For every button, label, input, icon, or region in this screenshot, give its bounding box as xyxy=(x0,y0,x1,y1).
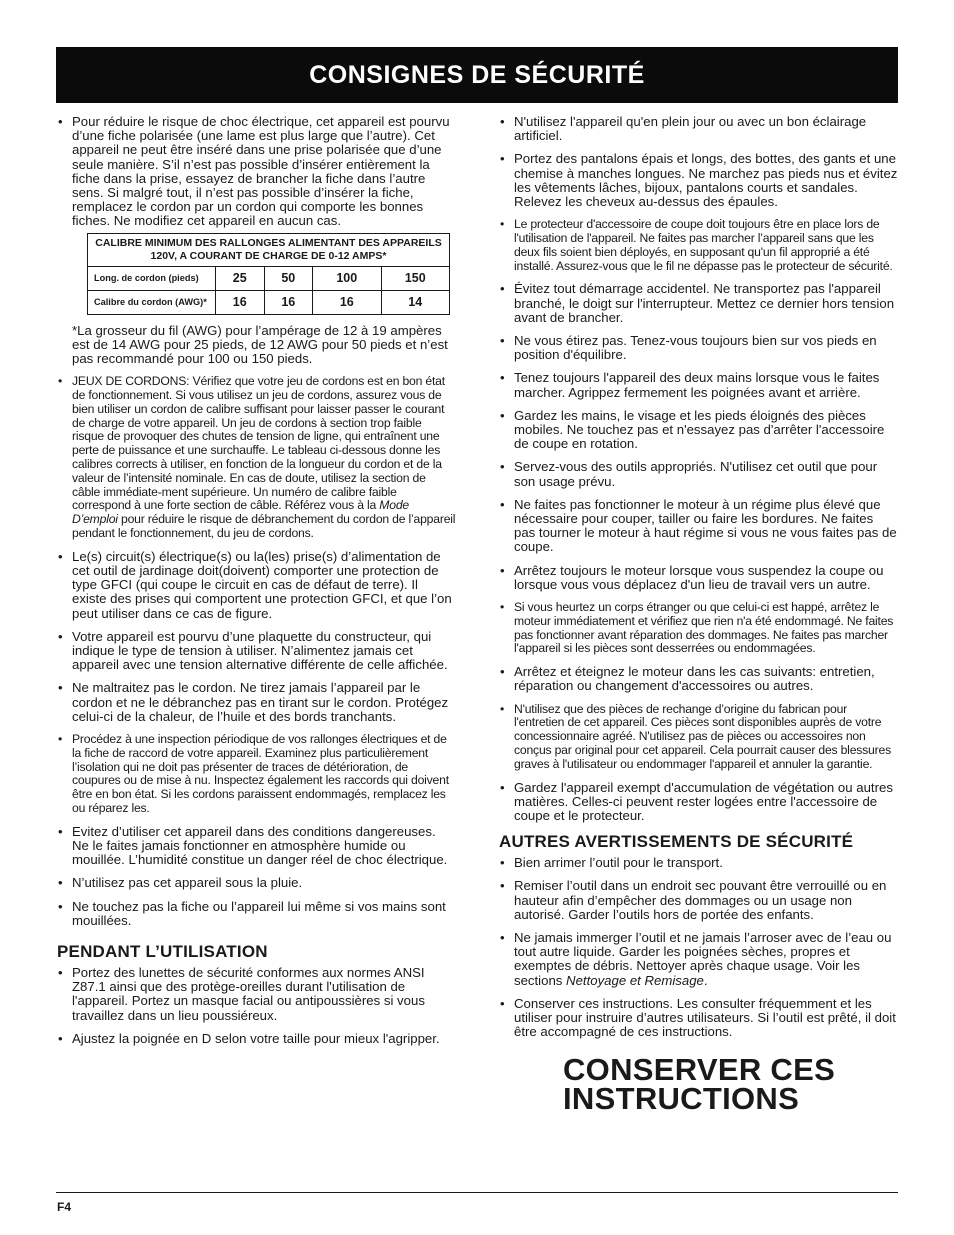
list-item xyxy=(499,498,898,555)
table-cell: 16 xyxy=(216,290,265,314)
footer-divider xyxy=(56,1192,898,1193)
bullet-text: Evitez d’utiliser cet appareil dans des conditions dangereuses. Ne le faites jamais fonctionner en atmosphère humide ou mouillée. L’humidité constitue un danger réel de choc électrique. xyxy=(72,823,448,868)
list-item xyxy=(499,282,898,325)
list-item xyxy=(57,1032,456,1046)
conserve-line: INSTRUCTIONS xyxy=(563,1081,800,1117)
bullet-text: Conserver ces instructions. Les consulter fréquemment et les utiliser pour instruire d’autres utilisateurs. Si l’outil est prêté, il doit être accompagné de ces instructions. xyxy=(514,995,896,1040)
list-item xyxy=(499,781,898,824)
cord-table xyxy=(87,233,450,315)
bullet-text: Gardez les mains, le visage et les pieds éloignés des pièces mobiles. Ne touchez pas et n'essayez pas d'arrêter l'accessoire de coupe en rotation. xyxy=(514,407,885,452)
bullet-text: Portez des pantalons épais et longs, des bottes, des gants et une chemise à manches longues. Ne marchez pas pieds nus et évitez les vêtements lâches, bijoux, pantalons courts et sandales. Relevez les cheveux au-dessus des épaules. xyxy=(514,151,898,210)
bullet-text: N'utilisez que des pièces de rechange d’origine du fabrican pour l'entretien de cet appareil. Ces pièces sont disponibles auprès de votre concessionnaire agréé. N'utilisez pas de pièces ou accessoires non conçus par original pour cet appareil. Cela pourrait causer des blessures graves à l'utilisateur ou endommager l'appareil et annuler la garantie. xyxy=(514,701,891,771)
bullet-text: Servez-vous des outils appropriés. N'utilisez cet outil que pour son usage prévu. xyxy=(514,459,878,489)
list-item xyxy=(499,371,898,399)
list-item xyxy=(57,630,456,673)
list-item xyxy=(57,115,456,315)
list-item xyxy=(499,856,898,870)
bullet-text: JEUX DE CORDONS: Vérifiez que votre jeu de cordons est en bon état de fonctionnement. Si vous utilisez un jeu de cordons, assurez vous de bien utiliser un cordon de calibre suffisant pour laisser passer le courant de charge de votre appareil. Un jeu de cordons à section trop faible risque de provoquer des chutes de tension de ligne, qui entraînent une perte de puissance et une surchauffe. Le tableau ci-dessous donne les calibres corrects à utiliser, en fonction de la longueur du cordon et de la valeur de l’intensité nominale. En cas de doute, utilisez la section de câble immédiate-ment supérieure. Un numéro de calibre faible correspond à une forte section de câble. Référez vous à la xyxy=(72,374,445,513)
page-title: CONSIGNES DE SÉCURITÉ xyxy=(309,60,645,89)
left-bullets xyxy=(57,115,456,315)
left-bullets-2 xyxy=(57,375,456,928)
row-label: Long. de cordon (pieds) xyxy=(88,266,216,290)
list-item xyxy=(499,218,898,273)
bullet-text: pour réduire le risque de débranchement du cordon de l’appareil pendant le fonctionnement, du jeu de cordons. xyxy=(72,512,456,540)
bullet-text: Évitez tout démarrage accidentel. Ne transportez pas l'appareil branché, le doigt sur l'interrupteur. Mettez ce dernier hors tension avant de brancher. xyxy=(514,281,895,325)
list-item xyxy=(57,966,456,1023)
bullet-text: Le protecteur d'accessoire de coupe doit toujours être en place lors de l'utilisation de l'appareil. Ne faites pas marcher l’appareil sans que les deux fils soient bien déployés, en supposant qu'un fil approprié a été installé. Assurez-vous que le fil ne dépasse pas le protecteur de sécurité. xyxy=(514,217,893,273)
bullet-text: Si vous heurtez un corps étranger ou que celui-ci est happé, arrêtez le moteur immédiatement et vérifiez que rien n'a été endommagé. Ne faites pas fonctionner avant réparation des dommages. Ne faites pas marcher l'appareil si les pièces sont desserrées ou endommagées. xyxy=(514,600,894,656)
list-item xyxy=(57,733,456,816)
table-row xyxy=(88,290,450,314)
table-cell: 16 xyxy=(264,290,313,314)
table-cell: 150 xyxy=(381,266,450,290)
table-cell: 16 xyxy=(313,290,381,314)
bullet-text: Gardez l'appareil exempt d'accumulation de végétation ou autres matières. Celles-ci peuvent rester logées entre l'accessoire de coupe et le protecteur. xyxy=(514,779,893,824)
bullet-text: Procédez à une inspection périodique de vos rallonges électriques et de la fiche de raccord de votre appareil. Examinez plus particulièrement l’isolation qui ne doit pas présenter de traces de détérioration, de coupures ou de mise à nu. Inspectez également les raccords qui doivent être en bon état. Si les cordons paraissent endommagés, remplacez les ou réparez les. xyxy=(72,732,449,816)
list-item xyxy=(499,115,898,143)
bullet-text: Ne vous étirez pas. Tenez-vous toujours bien sur vos pieds en position d'équilibre. xyxy=(514,333,877,363)
bullet-text: Ajustez la poignée en D selon votre taille pour mieux l'agripper. xyxy=(72,1030,440,1046)
list-item xyxy=(57,681,456,724)
bullet-text: Ne maltraitez pas le cordon. Ne tirez jamais l’appareil par le cordon et ne le débranchez pas en tirant sur le cordon. Protégez celui-ci de la chaleur, de l’huile et des bords tranchants. xyxy=(72,680,449,724)
list-item xyxy=(499,997,898,1040)
list-item xyxy=(499,152,898,209)
list-item xyxy=(57,375,456,541)
bullet-text: Remiser l’outil dans un endroit sec pouvant être verrouillé ou en hauteur afin d’empêcher des dommages ou un usage non autorisé. Garder l’outils hors de portée des enfants. xyxy=(514,878,887,922)
other-bullets xyxy=(499,856,898,1039)
page-number: F4 xyxy=(57,1200,72,1214)
table-header-row xyxy=(88,233,450,266)
list-item xyxy=(499,564,898,592)
list-item xyxy=(499,334,898,362)
list-item xyxy=(499,931,898,988)
bullet-text: N'utilisez l'appareil qu'en plein jour ou avec un bon éclairage artificiel. xyxy=(514,114,867,144)
list-item xyxy=(499,409,898,452)
table-header: CALIBRE MINIMUM DES RALLONGES ALIMENTANT DES APPAREILS 120V, A COURANT DE CHARGE DE 0-12 AMPS* xyxy=(88,233,450,266)
section-heading-during: PENDANT L’UTILISATION xyxy=(57,942,268,962)
conserve-line: CONSERVER CES xyxy=(563,1052,836,1088)
bullet-text: Bien arrimer l’outil pour le transport. xyxy=(514,855,723,871)
table-row xyxy=(88,266,450,290)
table-cell: 14 xyxy=(381,290,450,314)
bullet-text: Arrêtez toujours le moteur lorsque vous suspendez la coupe ou lorsque vous vous déplacez d'un lieu de travail vers un autre. xyxy=(514,562,884,592)
list-item xyxy=(57,900,456,928)
table-cell: 25 xyxy=(216,266,265,290)
list-item xyxy=(57,825,456,868)
list-item xyxy=(499,665,898,693)
bullet-text: Portez des lunettes de sécurité conformes aux normes ANSI Z87.1 ainsi que des protège-oreilles durant l'utilisation de l'appareil. Portez un masque facial ou antipoussières si vous travaillez dans un lieu poussiéreux. xyxy=(72,965,425,1023)
bullet-text: Tenez toujours l'appareil des deux mains lorsque vous le faites marcher. Agrippez fermement les poignées avant et arrière. xyxy=(514,370,880,400)
bullet-text: Ne faites pas fonctionner le moteur à un régime plus élevé que nécessaire pour couper, tailler ou faire les bordures. Ne faites pas tourner le moteur à haut régime si vous ne vous faites pas de coupe. xyxy=(514,496,897,555)
bullet-text: Votre appareil est pourvu d’une plaquette du constructeur, qui indique le type de tension à utiliser. N’alimentez jamais cet appareil avec une tension alternative différente de celle affichée. xyxy=(72,628,448,673)
section-banner xyxy=(56,47,898,103)
during-bullets xyxy=(57,966,456,1046)
bullet-text: . xyxy=(703,972,708,988)
conserve-instructions-heading xyxy=(563,1052,898,1117)
list-item xyxy=(499,879,898,922)
table-note: *La grosseur du fil (AWG) pour l’ampérage de 12 à 19 ampères est de 14 AWG pour 25 pieds, de 12 AWG pour 50 pieds et n’est pas recommandé pour 100 ou 150 pieds. xyxy=(72,322,448,367)
bullet-text: Ne touchez pas la fiche ou l’appareil lui même si vos mains sont mouillées. xyxy=(72,898,446,928)
table-cell: 100 xyxy=(313,266,381,290)
bullet-text: Le(s) circuit(s) électrique(s) ou la(les) prise(s) d’alimentation de cet outil de jardinage doit(doivent) comporter une protection de type GFCI (qui coupe le circuit en cas de défaut de terre). Il existe des prises qui comportent une protection GFCI, et que l’on peut utiliser dans ce cas de figure. xyxy=(72,548,452,621)
bullet-text: Ne jamais immerger l’outil et ne jamais l’arroser avec de l’eau ou tout autre liquide. Garder les poignées sèches, propres et exemptes de débris. Nettoyer après chaque usage. Voir les sections xyxy=(514,930,892,988)
list-item xyxy=(57,550,456,621)
bullet-text: Arrêtez et éteignez le moteur dans les cas suivants: entretien, réparation ou changement d'accessoires ou autres. xyxy=(514,664,875,694)
left-column xyxy=(57,115,456,1055)
right-bullets xyxy=(499,115,898,823)
bullet-text: N’utilisez pas cet appareil sous la pluie. xyxy=(72,875,303,891)
list-item xyxy=(499,460,898,488)
section-heading-other: AUTRES AVERTISSEMENTS DE SÉCURITÉ xyxy=(499,832,854,852)
right-column xyxy=(499,114,898,1117)
bullet-emphasis: Mode D’emploi xyxy=(72,498,409,527)
list-item xyxy=(499,703,898,772)
bullet-text: Pour réduire le risque de choc électrique, cet appareil est pourvu d’une fiche polarisée (une lame est plus large que l’autre). Cet appareil ne peut être inséré dans une prise polarisée que d’une seule manière. S’il n’est pas possible d’insérer entièrement la fiche dans la prise, essayez de brancher la fiche dans l’autre sens. Si malgré tout, il n’est pas possible d’insérer la fiche, remplacez le cordon par un cordon qui comporte les bonnes fiches. Ne modifiez cet appareil en aucun cas. xyxy=(72,114,450,229)
bullet-emphasis: Nettoyage et Remisage xyxy=(566,972,704,988)
row-label: Calibre du cordon (AWG)* xyxy=(88,290,216,314)
list-item xyxy=(499,601,898,656)
table-cell: 50 xyxy=(264,266,313,290)
list-item xyxy=(57,876,456,890)
